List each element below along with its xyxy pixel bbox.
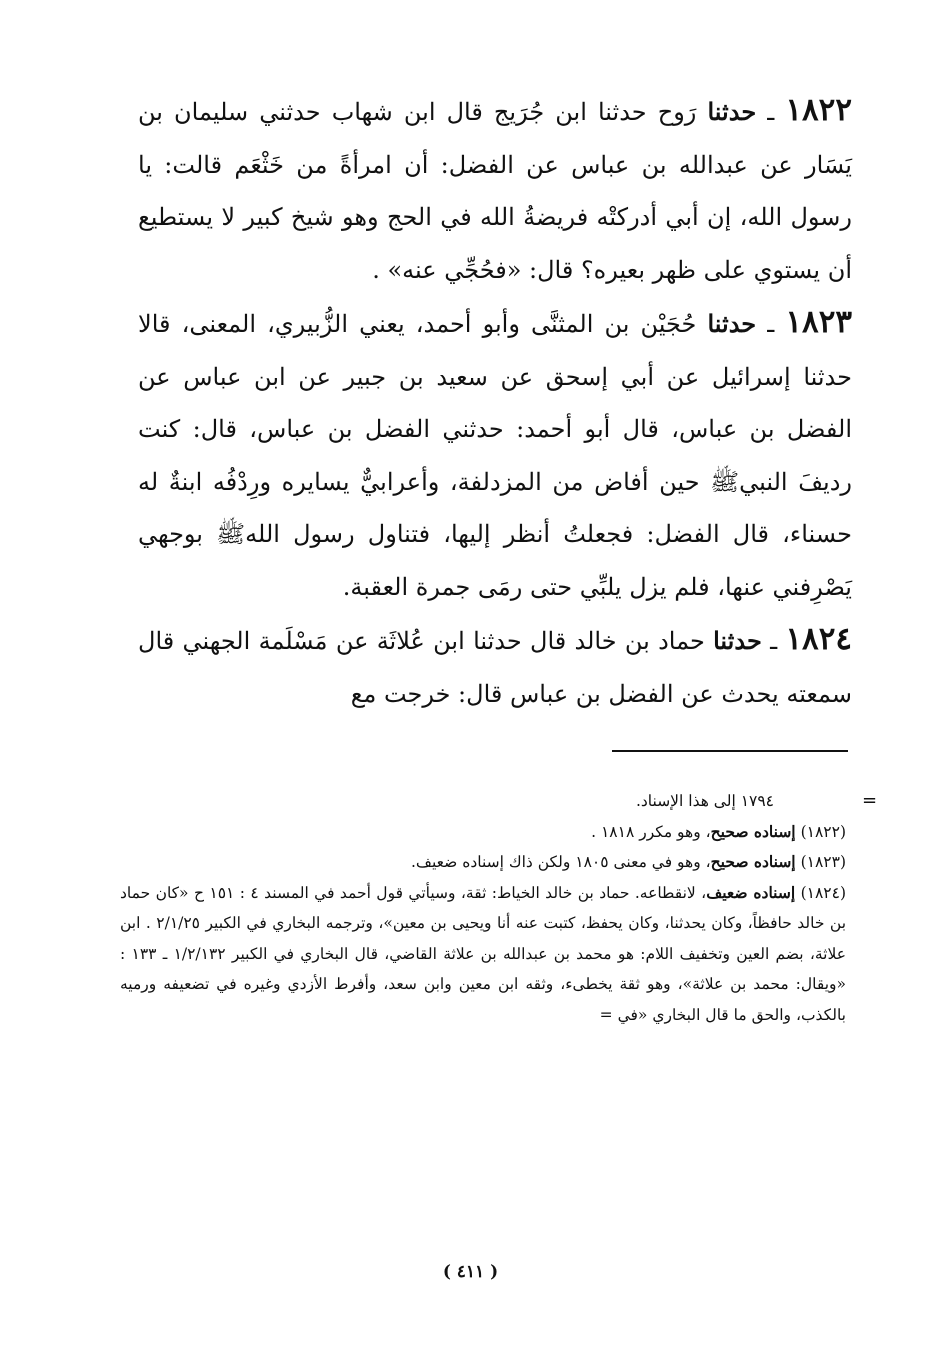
continuation-marker: = [862,790,878,811]
haddathana-label: حدثنا [707,309,757,338]
hadith-dash: ـ [761,627,786,655]
footnote-text: ، لانقطاعه. حماد بن خالد الخياط: ثقة، وسيأتي قول أحمد في المسند ٤ : ١٥١ ح «كان حماد بن خالد حافظاً، وكان يحدثنا، وكان يحفظ، كتبت عنه أنا ويحيى بن معين»، وترجمه البخاري في الكبير ٢/١/٢٥ . ابن علاثة، بضم العين وتخفيف اللام: هو محمد بن عبدالله بن علاثة القاضي، قال البخاري في الكبير ١/٢/١٣٢ ـ ١٣٣ : «ويقال: محمد بن علاثة»، وهو ثقة يخطىء، وثقه ابن معين وابن سعد، وأفرط الأزدي وغيره في تضعيفه ورميه بالكذب، والحق ما قال البخاري «في = [120,883,847,1024]
page-number: ( ٤١١ ) [442,1262,499,1282]
footnote-1822 [120,817,846,848]
main-text [138,84,852,720]
footnote-text: ، وهو في معنى ١٨٠٥ ولكن ذاك إسناده ضعيف. [410,853,711,871]
footnote-continuation: ١٧٩٤ إلى هذا الإسناد. [635,792,774,810]
hadith-text: حُجَيْن بن المثنَّى وأبو أحمد، يعني الزُّبيري، المعنى، قالا حدثنا إسرائيل عن أبي إسحق عن سعيد بن جبير عن ابن عباس عن الفضل بن عباس، قال أبو أحمد: حدثني الفضل بن عباس، قال: كنت رديفَ النبيﷺ حين أفاض من المزدلفة، وأعرابيٌّ يسايره ورِدْفُه ابنةٌ له حسناء، قال الفضل: فجعلتُ أنظر إليها، فتناول رسول اللهﷺ بوجهي يَصْرِفني عنها، فلم يزل يلبِّي حتى رمَى جمرة العقبة. [138,310,852,601]
hadith-text: حماد بن خالد قال حدثنا ابن عُلاثَة عن مَسْلَمة الجهني قال سمعته يحدث عن الفضل بن عباس قال: خرجت مع [138,627,852,708]
footnote-grade: إسناده ضعيف [706,882,796,902]
haddathana-label: حدثنا [713,626,762,655]
footnote-text: ، وهو مكرر ١٨١٨ . [591,822,711,841]
footnote-grade: إسناده صحيح [710,852,796,871]
footnote-1823 [120,847,846,878]
footnote-1824 [120,878,846,1031]
footnote-grade: إسناده صحيح [710,821,796,841]
footnote-number: (١٨٢٣) [800,853,846,871]
hadith-1822 [138,84,852,296]
haddathana-label: حدثنا [707,97,757,126]
hadith-1824 [138,613,852,720]
hadith-dash: ـ [756,98,786,126]
hadith-number: ١٨٢٤ [785,621,852,657]
footnote-divider [612,750,848,752]
footnote-number: (١٨٢٤) [800,883,847,902]
hadith-text: رَوح حدثنا ابن جُرَيج قال ابن شهاب حدثني سليمان بن يَسَار عن عبدالله بن عباس عن الفضل: أن امرأةً من خَثْعَم قالت: يا رسول الله، إن أبي أدركتْه فريضةُ الله في الحج وهو شيخ كبير لا يستطيع أن يستوي على ظهر بعيره؟ قال: «فحُجِّي عنه» . [138,98,853,284]
hadith-number: ١٨٢٢ [785,92,852,128]
footnote-number: (١٨٢٢) [800,822,846,841]
hadith-number: ١٨٢٣ [785,304,852,340]
hadith-1823 [138,296,852,613]
hadith-dash: ـ [756,310,786,338]
footnotes [120,786,846,1030]
